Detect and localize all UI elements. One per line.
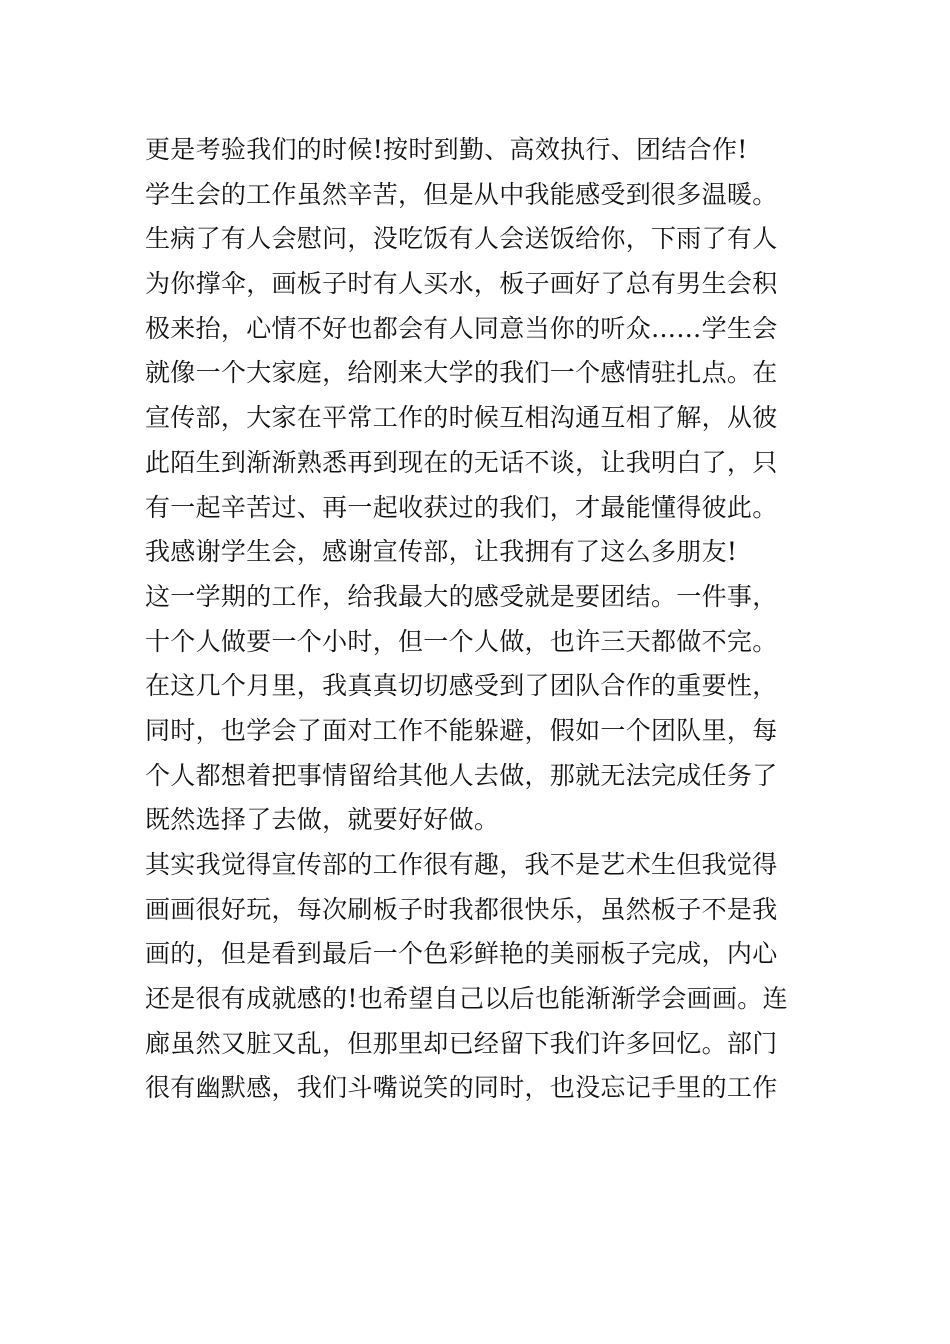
text-line: 就像一个大家庭，给刚来大学的我们一个感情驻扎点。在	[145, 358, 778, 388]
text-line: 学生会的工作虽然辛苦，但是从中我能感受到很多温暖。	[145, 179, 778, 209]
text-line: 还是很有成就感的!也希望自己以后也能渐渐学会画画。连	[145, 984, 788, 1014]
text-line: 有一起辛苦过、再一起收获过的我们，才最能懂得彼此。	[145, 492, 778, 522]
text-line: 画的，但是看到最后一个色彩鲜艳的美丽板子完成，内心	[145, 939, 778, 969]
text-line: 其实我觉得宣传部的工作很有趣，我不是艺术生但我觉得	[145, 850, 778, 879]
text-line: 极来抬，心情不好也都会有人同意当你的听众……学生会	[145, 313, 778, 343]
text-line: 这一学期的工作，给我最大的感受就是要团结。一件事，	[145, 581, 778, 611]
document-body	[145, 128, 815, 1111]
text-line: 在这几个月里，我真真切切感受到了团队合作的重要性，	[145, 671, 778, 701]
text-line: 个人都想着把事情留给其他人去做，那就无法完成任务了	[145, 760, 778, 790]
text-line: 很有幽默感，我们斗嘴说笑的同时，也没忘记手里的工作	[145, 1073, 778, 1103]
text-line: 同时，也学会了面对工作不能躲避，假如一个团队里，每	[145, 715, 778, 745]
text-line: 我感谢学生会，感谢宣传部，让我拥有了这么多朋友!	[145, 537, 738, 567]
text-line: 画画很好玩，每次刷板子时我都很快乐，虽然板子不是我	[145, 894, 778, 924]
text-line: 生病了有人会慰问，没吃饭有人会送饭给你，下雨了有人	[145, 224, 778, 254]
text-line: 廊虽然又脏又乱，但那里却已经留下我们许多回忆。部门	[145, 1028, 778, 1058]
text-line: 既然选择了去做，就要好好做。	[145, 805, 500, 835]
text-line: 为你撑伞，画板子时有人买水，板子画好了总有男生会积	[145, 269, 778, 299]
text-line: 十个人做要一个小时，但一个人做，也许三天都做不完。	[145, 626, 778, 656]
text-line: 更是考验我们的时候!按时到勤、高效执行、团结合作!	[145, 135, 748, 164]
text-line: 宣传部，大家在平常工作的时候互相沟通互相了解，从彼	[145, 403, 778, 433]
text-line: 此陌生到渐渐熟悉再到现在的无话不谈，让我明白了，只	[145, 447, 778, 477]
